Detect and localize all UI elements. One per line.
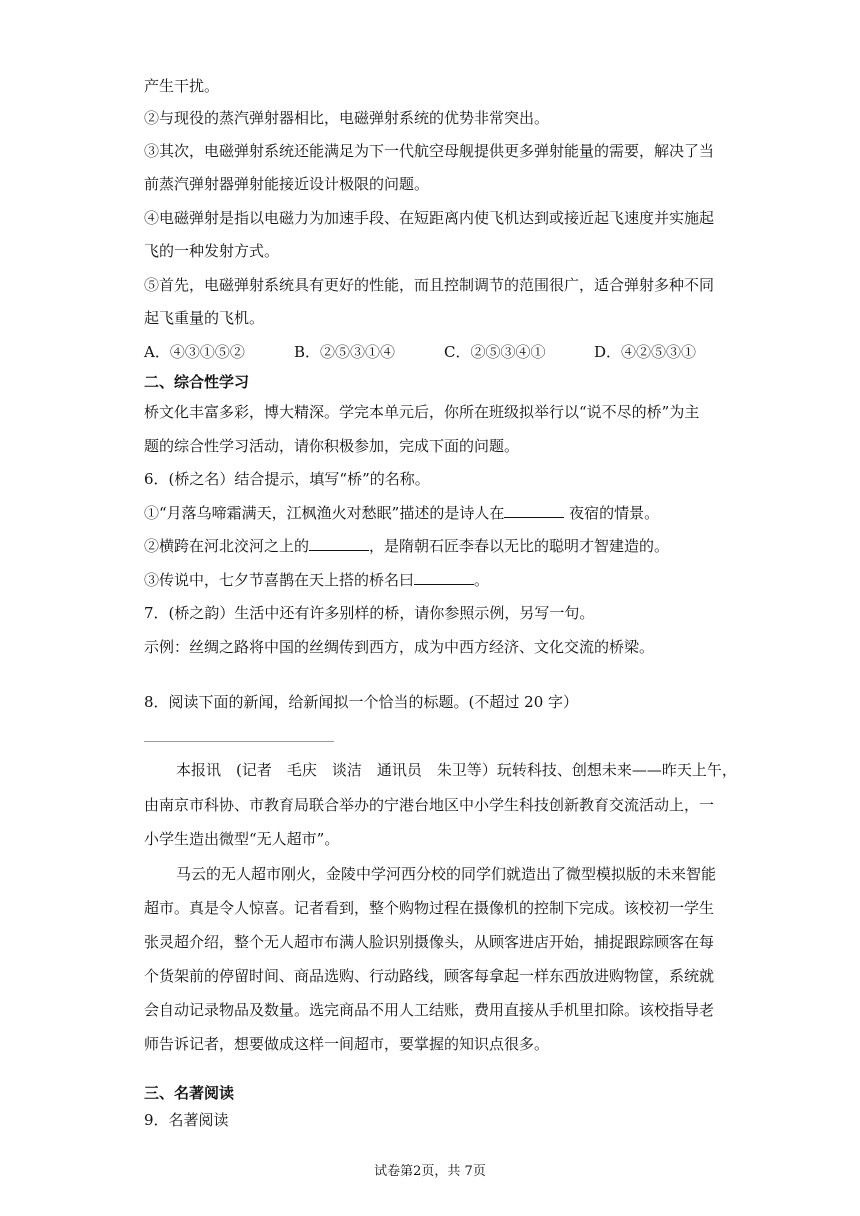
news-line: 超市。真是令人惊喜。记者看到，整个购物过程在摄像机的控制下完成。该校初一学生	[144, 899, 715, 917]
news-line: 师告诉记者，想要做成这样一间超市，要掌握的知识点很多。	[144, 1035, 550, 1053]
answer-options	[144, 342, 696, 362]
question-6-item-3	[144, 570, 489, 590]
text-line: 飞的一种发射方式。	[144, 242, 280, 260]
section-heading: 二、综合性学习	[144, 373, 250, 391]
news-line: 本报讯 (记者 毛庆 谈洁 通讯员 朱卫等）玩转科技、创想未来——昨天上午，	[176, 761, 737, 779]
option-d: D．④②⑤③①	[594, 343, 697, 361]
news-line: 小学生造出微型“无人超市”。	[144, 830, 340, 848]
text-line: ⑤首先，电磁弹射系统具有更好的性能，而且控制调节的范围很广，适合弹射多种不同	[144, 276, 715, 294]
question-6: 6．(桥之名）结合提示，填写“桥”的名称。	[144, 470, 430, 488]
answer-blank[interactable]	[414, 570, 474, 585]
q6b-text: ②横跨在河北洨河之上的	[144, 537, 310, 555]
page-footer: 试卷第2页，共 7页	[374, 1164, 486, 1179]
q6b-text-end: ，是隋朝石匠李春以无比的聪明才智建造的。	[369, 537, 670, 555]
news-line: 张灵超介绍，整个无人超市布满人脸识别摄像头，从顾客进店开始，捕捉跟踪顾客在每	[144, 933, 715, 951]
q6c-text: ③传说中，七夕节喜鹊在天上搭的桥名曰	[144, 571, 415, 589]
question-6-item-2	[144, 536, 669, 556]
question-7-example: 示例：丝绸之路将中国的丝绸传到西方，成为中西方经济、文化交流的桥梁。	[144, 638, 655, 656]
section-heading: 三、名著阅读	[144, 1084, 235, 1102]
option-b: B．②⑤③①④	[294, 343, 396, 361]
text-line: ④电磁弹射是指以电磁力为加速手段、在短距离内使飞机达到或接近起飞速度并实施起	[144, 209, 715, 227]
text-line: 起飞重量的飞机。	[144, 309, 265, 327]
news-line: 个货架前的停留时间、商品选购、行动路线，顾客每拿起一样东西放进购物筐，系统就	[144, 967, 715, 985]
question-6-item-1	[144, 503, 659, 523]
text-line: 题的综合性学习活动，请你积极参加，完成下面的问题。	[144, 437, 520, 455]
text-line: 前蒸汽弹射器弹射能接近设计极限的问题。	[144, 175, 430, 193]
q6c-text-end: 。	[474, 571, 490, 589]
question-7: 7．(桥之韵）生活中还有许多别样的桥，请你参照示例，另写一句。	[144, 604, 595, 622]
option-c: C．②⑤③④①	[444, 343, 546, 361]
news-line: 会自动记录物品及数量。选完商品不用人工结账，费用直接从手机里扣除。该校指导老	[144, 1001, 715, 1019]
news-line: 由南京市科协、市教育局联合举办的宁港台地区中小学生科技创新教育交流活动上，一	[144, 796, 715, 814]
text-line: 产生干扰。	[144, 77, 220, 95]
text-line: ②与现役的蒸汽弹射器相比，电磁弹射系统的优势非常突出。	[144, 109, 550, 127]
option-a: A．④③①⑤②	[144, 343, 245, 361]
q6a-text-end: 夜宿的情景。	[564, 504, 660, 522]
q6a-text: ①“月落乌啼霜满天，江枫渔火对愁眠”描述的是诗人在	[144, 504, 505, 522]
answer-line[interactable]	[144, 741, 334, 742]
answer-blank[interactable]	[504, 503, 564, 518]
question-8: 8．阅读下面的新闻，给新闻拟一个恰当的标题。(不超过 20 字）	[144, 693, 579, 711]
question-9: 9．名著阅读	[144, 1111, 229, 1129]
text-line: ③其次，电磁弹射系统还能满足为下一代航空母舰提供更多弹射能量的需要，解决了当	[144, 142, 715, 160]
answer-blank[interactable]	[309, 536, 369, 551]
news-line: 马云的无人超市刚火，金陵中学河西分校的同学们就造出了微型模拟版的未来智能	[176, 865, 717, 883]
text-line: 桥文化丰富多彩，博大精深。学完本单元后，你所在班级拟举行以“说不尽的桥”为主	[144, 403, 700, 421]
